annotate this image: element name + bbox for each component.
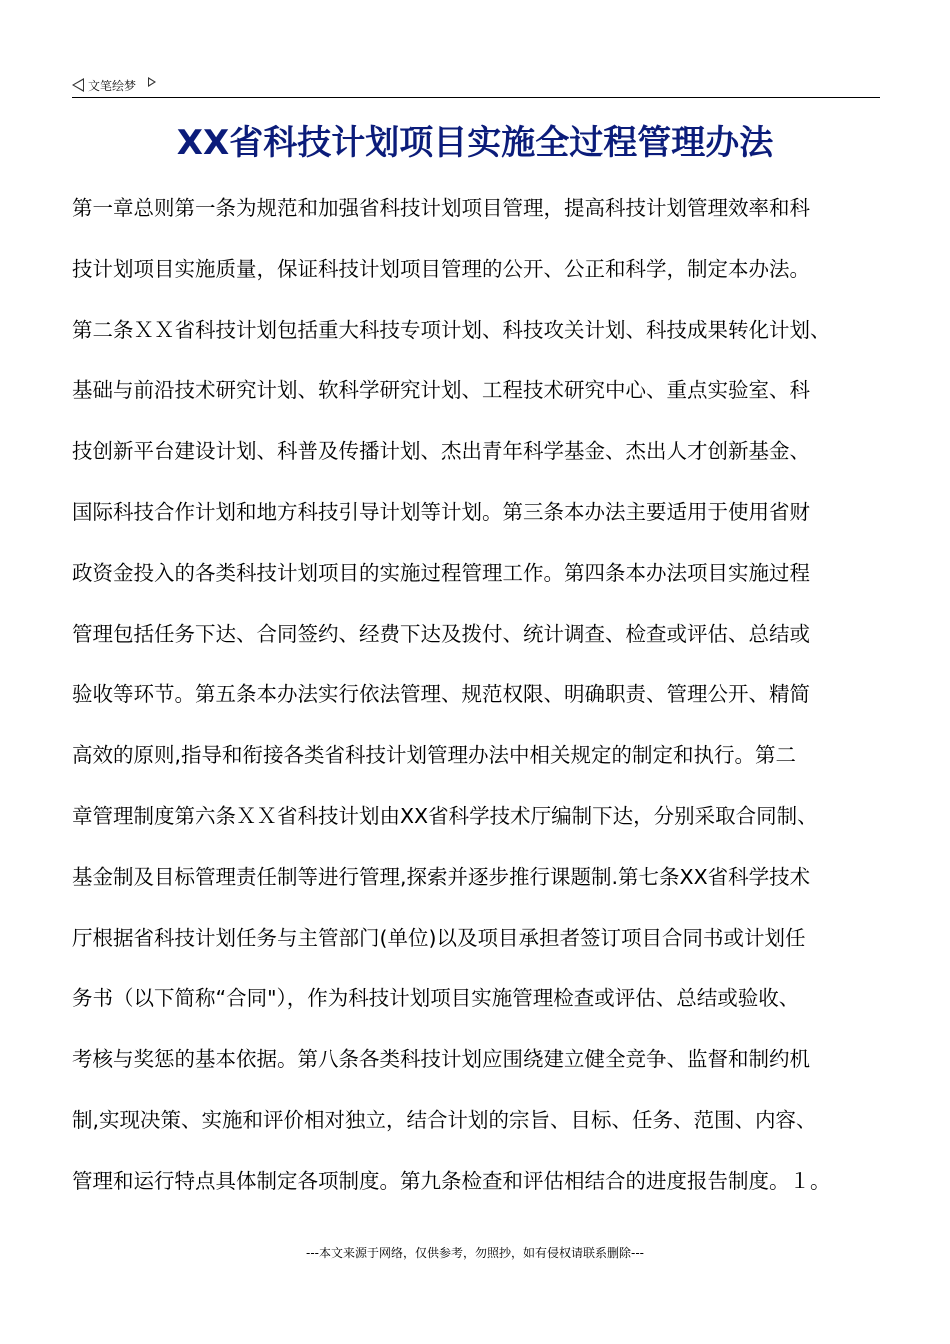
body-line: 第一章总则第一条为规范和加强省科技计划项目管理，提高科技计划管理效率和科: [72, 196, 810, 220]
document-title: XX省科技计划项目实施全过程管理办法: [176, 123, 774, 163]
triangle-left-icon: [72, 78, 84, 92]
body-line: 管理包括任务下达、合同签约、经费下达及拨付、统计调查、检查或评估、总结或: [72, 621, 810, 646]
document-body: [72, 178, 882, 1212]
body-line: 验收等环节。第五条本办法实行依法管理、规范权限、明确职责、管理公开、精简: [72, 682, 810, 707]
body-line: 第二条ＸＸ省科技计划包括重大科技专项计划、科技攻关计划、科技成果转化计划、: [72, 317, 831, 342]
body-line: 厅根据省科技计划任务与主管部门(单位)以及项目承担者签订项目合同书或计划任: [72, 925, 806, 950]
header-label: 文笔绘梦: [88, 78, 137, 93]
body-line: 技计划项目实施质量，保证科技计划项目管理的公开、公正和科学，制定本办法。: [72, 256, 810, 281]
triangle-right-icon: [148, 77, 156, 87]
body-line: 国际科技合作计划和地方科技引导计划等计划。第三条本办法主要适用于使用省财: [72, 499, 810, 524]
body-line: 考核与奖惩的基本依据。第八条各类科技计划应围绕建立健全竞争、监督和制约机: [72, 1047, 810, 1072]
body-line: 技创新平台建设计划、科普及传播计划、杰出青年科学基金、杰出人才创新基金、: [72, 439, 810, 464]
body-line: 章管理制度第六条ＸＸ省科技计划由XX省科学技术厅编制下达，分别采取合同制、: [72, 803, 818, 828]
body-line: 政资金投入的各类科技计划项目的实施过程管理工作。第四条本办法项目实施过程: [72, 560, 810, 585]
body-line: 管理和运行特点具体制定各项制度。第九条检查和评估相结合的进度报告制度。１。: [72, 1168, 831, 1193]
header-rule: [72, 97, 880, 98]
body-line: 制,实现决策、实施和评价相对独立，结合计划的宗旨、目标、任务、范围、内容、: [72, 1107, 817, 1132]
document-header: [72, 74, 156, 96]
body-line: 基础与前沿技术研究计划、软科学研究计划、工程技术研究中心、重点实验室、科: [72, 378, 810, 403]
footer-notice: ---本文来源于网络，仅供参考，勿照抄，如有侵权请联系删除---: [306, 1246, 644, 1260]
body-line: 务书（以下简称“合同"），作为科技计划项目实施管理检查或评估、总结或验收、: [72, 986, 800, 1011]
body-line: 高效的原则,指导和衔接各类省科技计划管理办法中相关规定的制定和执行。第二: [72, 743, 797, 768]
body-line: 基金制及目标管理责任制等进行管理,探索并逐步推行课题制.第七条XX省科学技术: [72, 864, 811, 889]
